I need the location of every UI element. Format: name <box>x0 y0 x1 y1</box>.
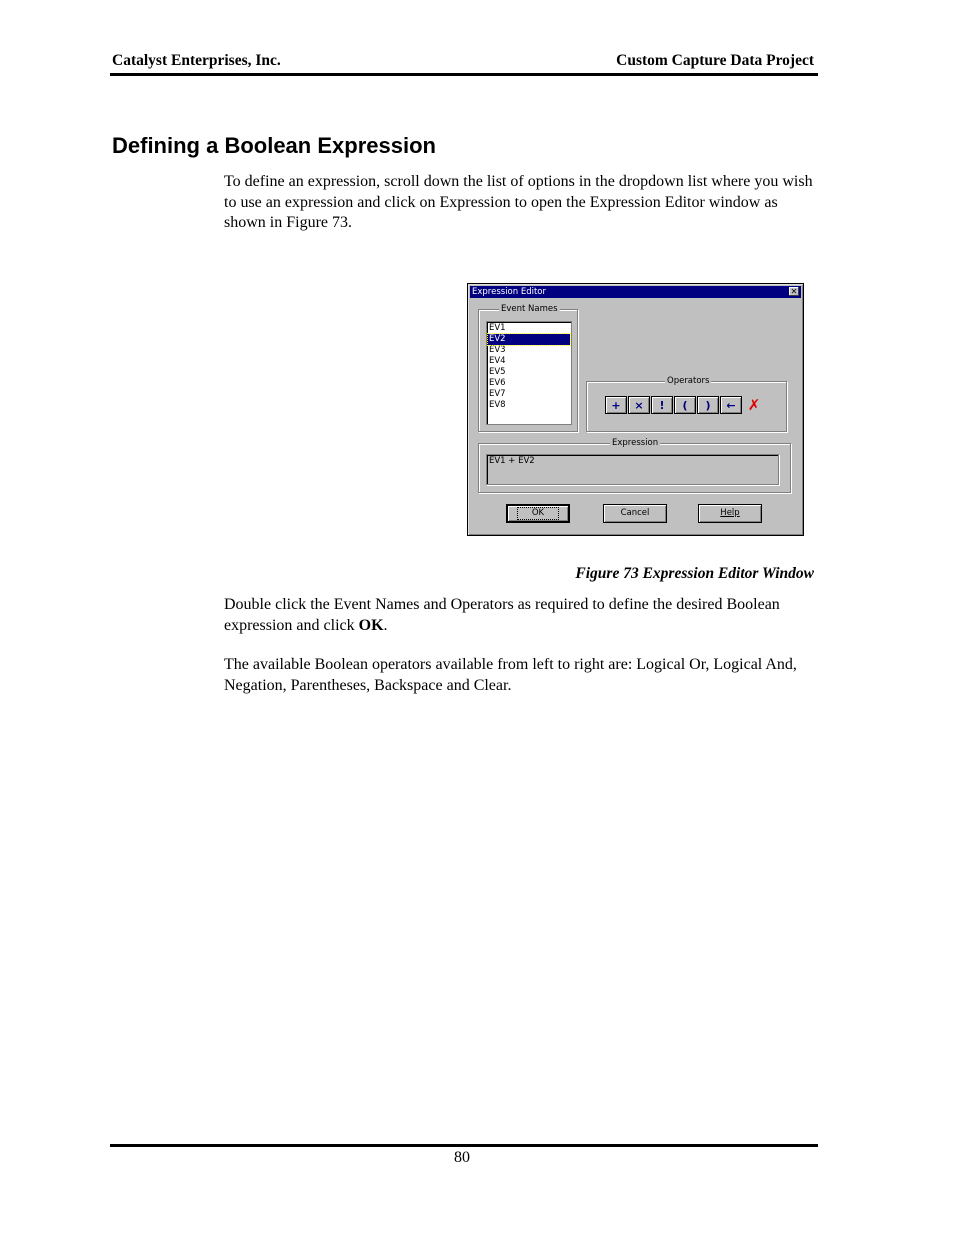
list-item[interactable]: EV7 <box>489 389 506 399</box>
page-header-left: Catalyst Enterprises, Inc. <box>112 52 281 69</box>
close-icon[interactable]: ✕ <box>790 287 798 296</box>
operators-group <box>586 376 787 432</box>
expression-label: Expression <box>612 438 659 448</box>
double-click-period: . <box>383 616 388 634</box>
section-title: Defining a Boolean Expression <box>112 133 436 158</box>
event-names-group <box>478 304 578 432</box>
expression-field[interactable]: EV1 + EV2 <box>486 454 779 485</box>
and-operator-icon[interactable]: × <box>628 396 650 414</box>
page-number: 80 <box>454 1149 470 1166</box>
intro-paragraph: To define an expression, scroll down the list of options in the dropdown list where you wish to use an expression and click on Expression to open the Expression Editor window as shown in Figure 73. <box>224 173 813 231</box>
double-click-text: Double click the Event Names and Operators as required to define the desired Boolean expression and click <box>224 596 780 634</box>
operators-paragraph: The available Boolean operators available from left to right are: Logical Or, Logical And, Negation, Parentheses, Backspace and Clear. <box>224 656 797 694</box>
open-paren-icon[interactable]: ( <box>674 396 696 414</box>
close-paren-icon[interactable]: ) <box>697 396 719 414</box>
ok-emphasis: OK <box>358 616 384 634</box>
help-button[interactable] <box>698 504 762 523</box>
list-item[interactable]: EV1 <box>489 323 506 333</box>
ok-button-label: OK <box>517 507 559 520</box>
dialog-title: Expression Editor <box>472 287 546 297</box>
header-rule <box>110 73 818 76</box>
event-names-listbox[interactable] <box>486 321 572 425</box>
footer-rule <box>110 1144 818 1147</box>
or-operator-icon[interactable]: + <box>605 396 627 414</box>
operators-toolbar <box>605 396 766 414</box>
list-item[interactable]: EV8 <box>489 400 506 410</box>
cancel-button[interactable]: Cancel <box>603 504 667 523</box>
negation-operator-icon[interactable]: ! <box>651 396 673 414</box>
dialog-titlebar <box>470 286 801 298</box>
list-item[interactable]: EV5 <box>489 367 506 377</box>
help-button-label: Help <box>720 508 740 518</box>
list-item[interactable]: EV6 <box>489 378 506 388</box>
figure-caption: Figure 73 Expression Editor Window <box>575 565 814 582</box>
page-header-right: Custom Capture Data Project <box>616 52 814 69</box>
operators-label: Operators <box>667 376 710 386</box>
event-names-label: Event Names <box>501 304 558 314</box>
list-item[interactable]: EV2 <box>488 334 570 345</box>
list-item[interactable]: EV4 <box>489 356 506 366</box>
double-click-paragraph <box>224 595 816 636</box>
expression-group <box>478 438 791 493</box>
backspace-icon[interactable]: ← <box>720 396 742 414</box>
list-item[interactable]: EV3 <box>489 345 506 355</box>
expression-editor-dialog <box>467 283 804 536</box>
ok-button[interactable] <box>506 504 570 523</box>
clear-icon[interactable]: ✗ <box>747 396 761 414</box>
